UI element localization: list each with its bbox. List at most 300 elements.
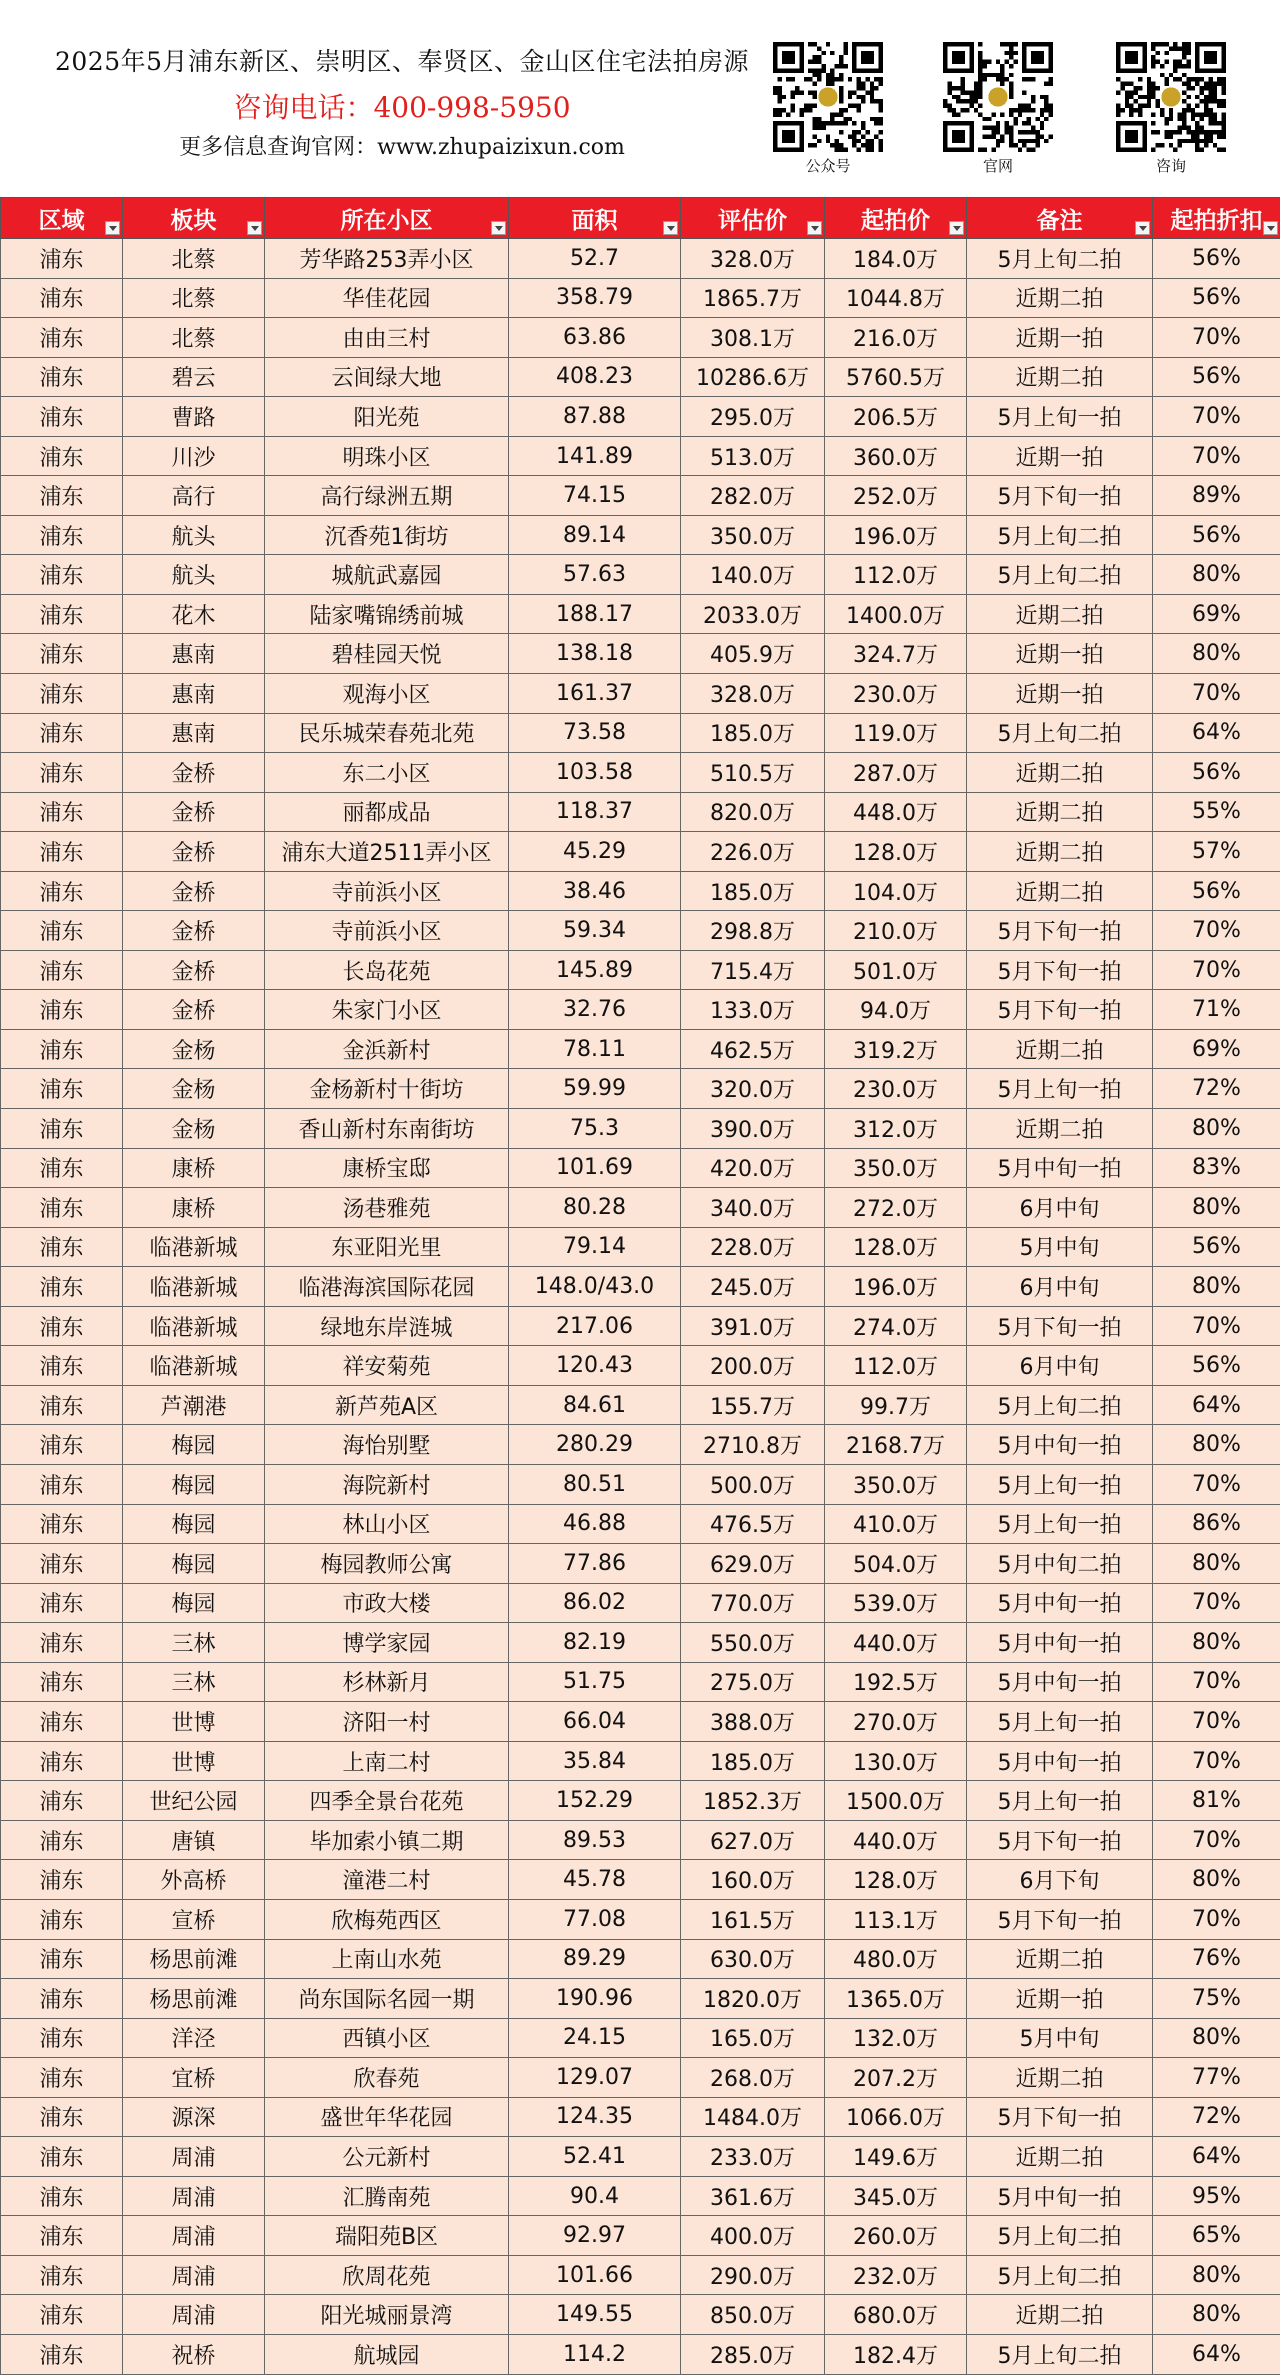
- cell-remark: 5月上旬一拍: [967, 1781, 1153, 1821]
- cell-start-price: 230.0万: [825, 1069, 967, 1109]
- table-row: [1, 2097, 1280, 2137]
- cell-start-price: 182.4万: [825, 2334, 967, 2374]
- cell-area: 145.89: [509, 950, 681, 990]
- cell-start-price: 1500.0万: [825, 1781, 967, 1821]
- cell-start-price: 5760.5万: [825, 357, 967, 397]
- col-header-area[interactable]: 面积: [509, 198, 681, 239]
- col-header-appraisal[interactable]: 评估价: [681, 198, 825, 239]
- cell-district: 浦东: [1, 1544, 123, 1584]
- cell-district: 浦东: [1, 2295, 123, 2335]
- filter-dropdown-icon[interactable]: [949, 221, 964, 235]
- table-row: [1, 1781, 1280, 1821]
- cell-community: 金浜新村: [265, 1029, 509, 1069]
- cell-remark: 5月中旬一拍: [967, 2176, 1153, 2216]
- cell-discount: 70%: [1153, 397, 1280, 437]
- cell-remark: 5月下旬一拍: [967, 911, 1153, 951]
- cell-area: 148.0/43.0: [509, 1267, 681, 1307]
- cell-remark: 6月下旬: [967, 1860, 1153, 1900]
- cell-discount: 80%: [1153, 555, 1280, 595]
- cell-appraisal: 185.0万: [681, 1741, 825, 1781]
- cell-remark: 近期一拍: [967, 634, 1153, 674]
- page-title: 2025年5月浦东新区、崇明区、奉贤区、金山区住宅法拍房源: [54, 47, 750, 76]
- cell-community: 丽都成品: [265, 792, 509, 832]
- cell-area: 82.19: [509, 1623, 681, 1663]
- cell-community: 芳华路253弄小区: [265, 239, 509, 279]
- cell-appraisal: 133.0万: [681, 990, 825, 1030]
- cell-remark: 5月上旬二拍: [967, 2216, 1153, 2256]
- cell-appraisal: 629.0万: [681, 1544, 825, 1584]
- cell-area: 46.88: [509, 1504, 681, 1544]
- cell-appraisal: 200.0万: [681, 1346, 825, 1386]
- cell-district: 浦东: [1, 1702, 123, 1742]
- cell-community: 瑞阳苑B区: [265, 2216, 509, 2256]
- cell-community: 东二小区: [265, 753, 509, 793]
- cell-community: 博学家园: [265, 1623, 509, 1663]
- cell-appraisal: 550.0万: [681, 1623, 825, 1663]
- cell-appraisal: 298.8万: [681, 911, 825, 951]
- cell-block: 川沙: [123, 436, 265, 476]
- cell-start-price: 1066.0万: [825, 2097, 967, 2137]
- cell-discount: 80%: [1153, 1544, 1280, 1584]
- cell-start-price: 272.0万: [825, 1188, 967, 1228]
- cell-block: 航头: [123, 515, 265, 555]
- cell-remark: 5月上旬一拍: [967, 1504, 1153, 1544]
- table-row: [1, 1504, 1280, 1544]
- cell-area: 89.53: [509, 1820, 681, 1860]
- table-row: [1, 1820, 1280, 1860]
- cell-area: 190.96: [509, 1979, 681, 2019]
- cell-discount: 56%: [1153, 753, 1280, 793]
- cell-block: 金桥: [123, 792, 265, 832]
- cell-community: 华佳花园: [265, 278, 509, 318]
- cell-start-price: 1044.8万: [825, 278, 967, 318]
- table-row: [1, 1306, 1280, 1346]
- cell-appraisal: 165.0万: [681, 2018, 825, 2058]
- cell-discount: 70%: [1153, 1583, 1280, 1623]
- cell-discount: 56%: [1153, 1346, 1280, 1386]
- cell-area: 78.11: [509, 1029, 681, 1069]
- table-row: [1, 2216, 1280, 2256]
- cell-district: 浦东: [1, 1781, 123, 1821]
- cell-community: 民乐城荣春苑北苑: [265, 713, 509, 753]
- cell-community: 杉林新月: [265, 1662, 509, 1702]
- cell-block: 梅园: [123, 1464, 265, 1504]
- cell-start-price: 324.7万: [825, 634, 967, 674]
- filter-dropdown-icon[interactable]: [105, 221, 120, 235]
- cell-block: 北蔡: [123, 318, 265, 358]
- table-row: [1, 1741, 1280, 1781]
- cell-appraisal: 295.0万: [681, 397, 825, 437]
- table-row: [1, 1385, 1280, 1425]
- col-header-block[interactable]: 板块: [123, 198, 265, 239]
- cell-discount: 56%: [1153, 239, 1280, 279]
- cell-community: 康桥宝邸: [265, 1148, 509, 1188]
- cell-discount: 75%: [1153, 1979, 1280, 2019]
- cell-area: 52.7: [509, 239, 681, 279]
- cell-remark: 近期一拍: [967, 318, 1153, 358]
- cell-district: 浦东: [1, 2255, 123, 2295]
- cell-area: 101.69: [509, 1148, 681, 1188]
- cell-remark: 5月中旬: [967, 2018, 1153, 2058]
- cell-community: 济阳一村: [265, 1702, 509, 1742]
- cell-discount: 70%: [1153, 1702, 1280, 1742]
- cell-community: 临港海滨国际花园: [265, 1267, 509, 1307]
- cell-district: 浦东: [1, 397, 123, 437]
- cell-community: 祥安菊苑: [265, 1346, 509, 1386]
- cell-discount: 80%: [1153, 2295, 1280, 2335]
- cell-discount: 64%: [1153, 713, 1280, 753]
- cell-start-price: 99.7万: [825, 1385, 967, 1425]
- cell-community: 东亚阳光里: [265, 1227, 509, 1267]
- cell-block: 曹路: [123, 397, 265, 437]
- cell-discount: 77%: [1153, 2058, 1280, 2098]
- cell-area: 89.14: [509, 515, 681, 555]
- cell-community: 新芦苑A区: [265, 1385, 509, 1425]
- cell-block: 周浦: [123, 2255, 265, 2295]
- cell-appraisal: 160.0万: [681, 1860, 825, 1900]
- qr-code-icon: [773, 42, 883, 152]
- table-row: [1, 1544, 1280, 1584]
- cell-remark: 5月上旬二拍: [967, 2255, 1153, 2295]
- table-row: [1, 2255, 1280, 2295]
- cell-appraisal: 715.4万: [681, 950, 825, 990]
- cell-discount: 56%: [1153, 1227, 1280, 1267]
- cell-appraisal: 290.0万: [681, 2255, 825, 2295]
- cell-remark: 5月上旬一拍: [967, 1069, 1153, 1109]
- cell-appraisal: 388.0万: [681, 1702, 825, 1742]
- cell-district: 浦东: [1, 674, 123, 714]
- cell-appraisal: 282.0万: [681, 476, 825, 516]
- cell-community: 尚东国际名园一期: [265, 1979, 509, 2019]
- cell-district: 浦东: [1, 278, 123, 318]
- cell-district: 浦东: [1, 2018, 123, 2058]
- cell-remark: 近期一拍: [967, 436, 1153, 476]
- cell-community: 碧桂园天悦: [265, 634, 509, 674]
- cell-appraisal: 2710.8万: [681, 1425, 825, 1465]
- cell-community: 毕加索小镇二期: [265, 1820, 509, 1860]
- cell-district: 浦东: [1, 792, 123, 832]
- table-row: [1, 1899, 1280, 1939]
- cell-remark: 5月中旬: [967, 1227, 1153, 1267]
- cell-start-price: 410.0万: [825, 1504, 967, 1544]
- cell-district: 浦东: [1, 1464, 123, 1504]
- table-row: [1, 1346, 1280, 1386]
- cell-district: 浦东: [1, 1188, 123, 1228]
- table-row: [1, 555, 1280, 595]
- cell-discount: 64%: [1153, 2334, 1280, 2374]
- cell-area: 120.43: [509, 1346, 681, 1386]
- cell-block: 世纪公园: [123, 1781, 265, 1821]
- cell-district: 浦东: [1, 1820, 123, 1860]
- filter-dropdown-icon[interactable]: [491, 221, 506, 235]
- cell-area: 149.55: [509, 2295, 681, 2335]
- cell-appraisal: 420.0万: [681, 1148, 825, 1188]
- table-row: [1, 1029, 1280, 1069]
- cell-discount: 56%: [1153, 357, 1280, 397]
- table-row: [1, 1623, 1280, 1663]
- cell-start-price: 130.0万: [825, 1741, 967, 1781]
- cell-district: 浦东: [1, 2058, 123, 2098]
- cell-discount: 83%: [1153, 1148, 1280, 1188]
- cell-block: 源深: [123, 2097, 265, 2137]
- cell-discount: 56%: [1153, 515, 1280, 555]
- table-row: [1, 753, 1280, 793]
- cell-start-price: 196.0万: [825, 1267, 967, 1307]
- cell-block: 临港新城: [123, 1227, 265, 1267]
- cell-start-price: 113.1万: [825, 1899, 967, 1939]
- cell-remark: 5月中旬一拍: [967, 1148, 1153, 1188]
- cell-area: 92.97: [509, 2216, 681, 2256]
- cell-area: 59.34: [509, 911, 681, 951]
- cell-district: 浦东: [1, 1662, 123, 1702]
- cell-start-price: 216.0万: [825, 318, 967, 358]
- cell-district: 浦东: [1, 1939, 123, 1979]
- col-header-discount[interactable]: 起拍折扣: [1153, 198, 1280, 239]
- cell-community: 梅园教师公寓: [265, 1544, 509, 1584]
- cell-area: 74.15: [509, 476, 681, 516]
- cell-block: 洋泾: [123, 2018, 265, 2058]
- cell-district: 浦东: [1, 2176, 123, 2216]
- cell-block: 临港新城: [123, 1346, 265, 1386]
- cell-remark: 5月中旬一拍: [967, 1741, 1153, 1781]
- cell-area: 141.89: [509, 436, 681, 476]
- cell-start-price: 94.0万: [825, 990, 967, 1030]
- cell-start-price: 270.0万: [825, 1702, 967, 1742]
- cell-community: 沉香苑1街坊: [265, 515, 509, 555]
- cell-remark: 近期二拍: [967, 1939, 1153, 1979]
- cell-community: 香山新村东南街坊: [265, 1109, 509, 1149]
- cell-appraisal: 328.0万: [681, 674, 825, 714]
- qr-code-icon: [1116, 42, 1226, 152]
- cell-start-price: 196.0万: [825, 515, 967, 555]
- qr-code-website: [943, 42, 1053, 176]
- cell-block: 金桥: [123, 753, 265, 793]
- cell-remark: 近期二拍: [967, 2058, 1153, 2098]
- cell-area: 32.76: [509, 990, 681, 1030]
- cell-appraisal: 185.0万: [681, 871, 825, 911]
- cell-appraisal: 340.0万: [681, 1188, 825, 1228]
- cell-discount: 70%: [1153, 436, 1280, 476]
- cell-discount: 64%: [1153, 1385, 1280, 1425]
- cell-district: 浦东: [1, 713, 123, 753]
- col-header-district[interactable]: 区域: [1, 198, 123, 239]
- cell-community: 欣春苑: [265, 2058, 509, 2098]
- cell-start-price: 440.0万: [825, 1623, 967, 1663]
- cell-remark: 近期二拍: [967, 2295, 1153, 2335]
- cell-block: 芦潮港: [123, 1385, 265, 1425]
- table-row: [1, 2137, 1280, 2177]
- cell-block: 三林: [123, 1623, 265, 1663]
- cell-block: 梅园: [123, 1544, 265, 1584]
- cell-start-price: 119.0万: [825, 713, 967, 753]
- cell-start-price: 2168.7万: [825, 1425, 967, 1465]
- cell-start-price: 504.0万: [825, 1544, 967, 1584]
- filter-dropdown-icon[interactable]: [1263, 221, 1278, 235]
- table-row: [1, 713, 1280, 753]
- cell-area: 80.51: [509, 1464, 681, 1504]
- cell-discount: 80%: [1153, 1267, 1280, 1307]
- cell-start-price: 287.0万: [825, 753, 967, 793]
- cell-remark: 近期二拍: [967, 753, 1153, 793]
- cell-block: 唐镇: [123, 1820, 265, 1860]
- cell-appraisal: 233.0万: [681, 2137, 825, 2177]
- page-header: [0, 0, 1280, 196]
- website-text: 更多信息查询官网：www.zhupaizixun.com: [179, 135, 625, 160]
- cell-community: 长岛花苑: [265, 950, 509, 990]
- cell-start-price: 1365.0万: [825, 1979, 967, 2019]
- cell-appraisal: 390.0万: [681, 1109, 825, 1149]
- table-row: [1, 239, 1280, 279]
- cell-appraisal: 320.0万: [681, 1069, 825, 1109]
- cell-discount: 70%: [1153, 318, 1280, 358]
- cell-start-price: 112.0万: [825, 555, 967, 595]
- cell-remark: 5月上旬二拍: [967, 515, 1153, 555]
- filter-dropdown-icon[interactable]: [1135, 221, 1150, 235]
- cell-start-price: 128.0万: [825, 1860, 967, 1900]
- col-header-remark[interactable]: 备注: [967, 198, 1153, 239]
- cell-district: 浦东: [1, 1227, 123, 1267]
- table-row: [1, 1860, 1280, 1900]
- cell-remark: 5月上旬二拍: [967, 239, 1153, 279]
- cell-remark: 5月上旬二拍: [967, 555, 1153, 595]
- cell-community: 公元新村: [265, 2137, 509, 2177]
- cell-community: 海怡别墅: [265, 1425, 509, 1465]
- table-row: [1, 357, 1280, 397]
- cell-community: 金杨新村十街坊: [265, 1069, 509, 1109]
- table-row: [1, 1702, 1280, 1742]
- table-row: [1, 1425, 1280, 1465]
- cell-block: 临港新城: [123, 1306, 265, 1346]
- table-row: [1, 634, 1280, 674]
- cell-remark: 5月下旬一拍: [967, 2097, 1153, 2137]
- cell-appraisal: 350.0万: [681, 515, 825, 555]
- cell-district: 浦东: [1, 1069, 123, 1109]
- cell-discount: 76%: [1153, 1939, 1280, 1979]
- cell-community: 陆家嘴锦绣前城: [265, 594, 509, 634]
- cell-block: 碧云: [123, 357, 265, 397]
- cell-area: 138.18: [509, 634, 681, 674]
- cell-block: 临港新城: [123, 1267, 265, 1307]
- filter-dropdown-icon[interactable]: [663, 221, 678, 235]
- cell-appraisal: 140.0万: [681, 555, 825, 595]
- cell-appraisal: 2033.0万: [681, 594, 825, 634]
- col-header-start-price[interactable]: 起拍价: [825, 198, 967, 239]
- cell-block: 惠南: [123, 674, 265, 714]
- cell-start-price: 192.5万: [825, 1662, 967, 1702]
- cell-block: 金杨: [123, 1069, 265, 1109]
- cell-block: 周浦: [123, 2137, 265, 2177]
- cell-block: 航头: [123, 555, 265, 595]
- cell-area: 73.58: [509, 713, 681, 753]
- table-row: [1, 990, 1280, 1030]
- cell-community: 上南山水苑: [265, 1939, 509, 1979]
- cell-remark: 6月中旬: [967, 1346, 1153, 1386]
- cell-block: 金杨: [123, 1029, 265, 1069]
- cell-discount: 57%: [1153, 832, 1280, 872]
- table-header-row: [1, 198, 1280, 239]
- cell-discount: 71%: [1153, 990, 1280, 1030]
- col-header-community[interactable]: 所在小区: [265, 198, 509, 239]
- cell-district: 浦东: [1, 2097, 123, 2137]
- cell-community: 欣梅苑西区: [265, 1899, 509, 1939]
- table-row: [1, 1939, 1280, 1979]
- cell-discount: 69%: [1153, 594, 1280, 634]
- cell-appraisal: 268.0万: [681, 2058, 825, 2098]
- cell-block: 杨思前滩: [123, 1939, 265, 1979]
- cell-district: 浦东: [1, 1306, 123, 1346]
- cell-block: 祝桥: [123, 2334, 265, 2374]
- cell-start-price: 345.0万: [825, 2176, 967, 2216]
- cell-start-price: 319.2万: [825, 1029, 967, 1069]
- cell-block: 北蔡: [123, 278, 265, 318]
- table-row: [1, 1069, 1280, 1109]
- table-row: [1, 871, 1280, 911]
- table-row: [1, 2058, 1280, 2098]
- table-row: [1, 2176, 1280, 2216]
- cell-area: 38.46: [509, 871, 681, 911]
- cell-area: 101.66: [509, 2255, 681, 2295]
- table-row: [1, 1979, 1280, 2019]
- cell-area: 84.61: [509, 1385, 681, 1425]
- cell-remark: 6月中旬: [967, 1267, 1153, 1307]
- cell-start-price: 350.0万: [825, 1464, 967, 1504]
- cell-discount: 81%: [1153, 1781, 1280, 1821]
- cell-district: 浦东: [1, 2216, 123, 2256]
- cell-area: 124.35: [509, 2097, 681, 2137]
- cell-area: 90.4: [509, 2176, 681, 2216]
- cell-block: 惠南: [123, 713, 265, 753]
- cell-remark: 5月中旬一拍: [967, 1623, 1153, 1663]
- cell-discount: 86%: [1153, 1504, 1280, 1544]
- cell-appraisal: 10286.6万: [681, 357, 825, 397]
- cell-district: 浦东: [1, 1029, 123, 1069]
- filter-dropdown-icon[interactable]: [807, 221, 822, 235]
- cell-area: 35.84: [509, 1741, 681, 1781]
- cell-district: 浦东: [1, 1899, 123, 1939]
- cell-community: 四季全景台花苑: [265, 1781, 509, 1821]
- cell-appraisal: 1865.7万: [681, 278, 825, 318]
- cell-area: 63.86: [509, 318, 681, 358]
- cell-remark: 近期二拍: [967, 1109, 1153, 1149]
- cell-block: 梅园: [123, 1504, 265, 1544]
- cell-district: 浦东: [1, 1346, 123, 1386]
- table-row: [1, 436, 1280, 476]
- filter-dropdown-icon[interactable]: [247, 221, 262, 235]
- cell-remark: 5月上旬二拍: [967, 713, 1153, 753]
- cell-community: 西镇小区: [265, 2018, 509, 2058]
- cell-block: 世博: [123, 1702, 265, 1742]
- cell-community: 市政大楼: [265, 1583, 509, 1623]
- cell-area: 79.14: [509, 1227, 681, 1267]
- cell-discount: 72%: [1153, 2097, 1280, 2137]
- cell-discount: 80%: [1153, 1188, 1280, 1228]
- table-row: [1, 911, 1280, 951]
- cell-remark: 5月中旬二拍: [967, 1544, 1153, 1584]
- cell-block: 高行: [123, 476, 265, 516]
- cell-appraisal: 405.9万: [681, 634, 825, 674]
- qr-code-wechat: [773, 42, 883, 176]
- cell-start-price: 112.0万: [825, 1346, 967, 1386]
- cell-remark: 5月下旬一拍: [967, 476, 1153, 516]
- cell-community: 盛世年华花园: [265, 2097, 509, 2137]
- cell-discount: 69%: [1153, 1029, 1280, 1069]
- cell-district: 浦东: [1, 1109, 123, 1149]
- cell-remark: 近期二拍: [967, 357, 1153, 397]
- cell-appraisal: 1484.0万: [681, 2097, 825, 2137]
- cell-discount: 70%: [1153, 1899, 1280, 1939]
- cell-start-price: 480.0万: [825, 1939, 967, 1979]
- cell-area: 161.37: [509, 674, 681, 714]
